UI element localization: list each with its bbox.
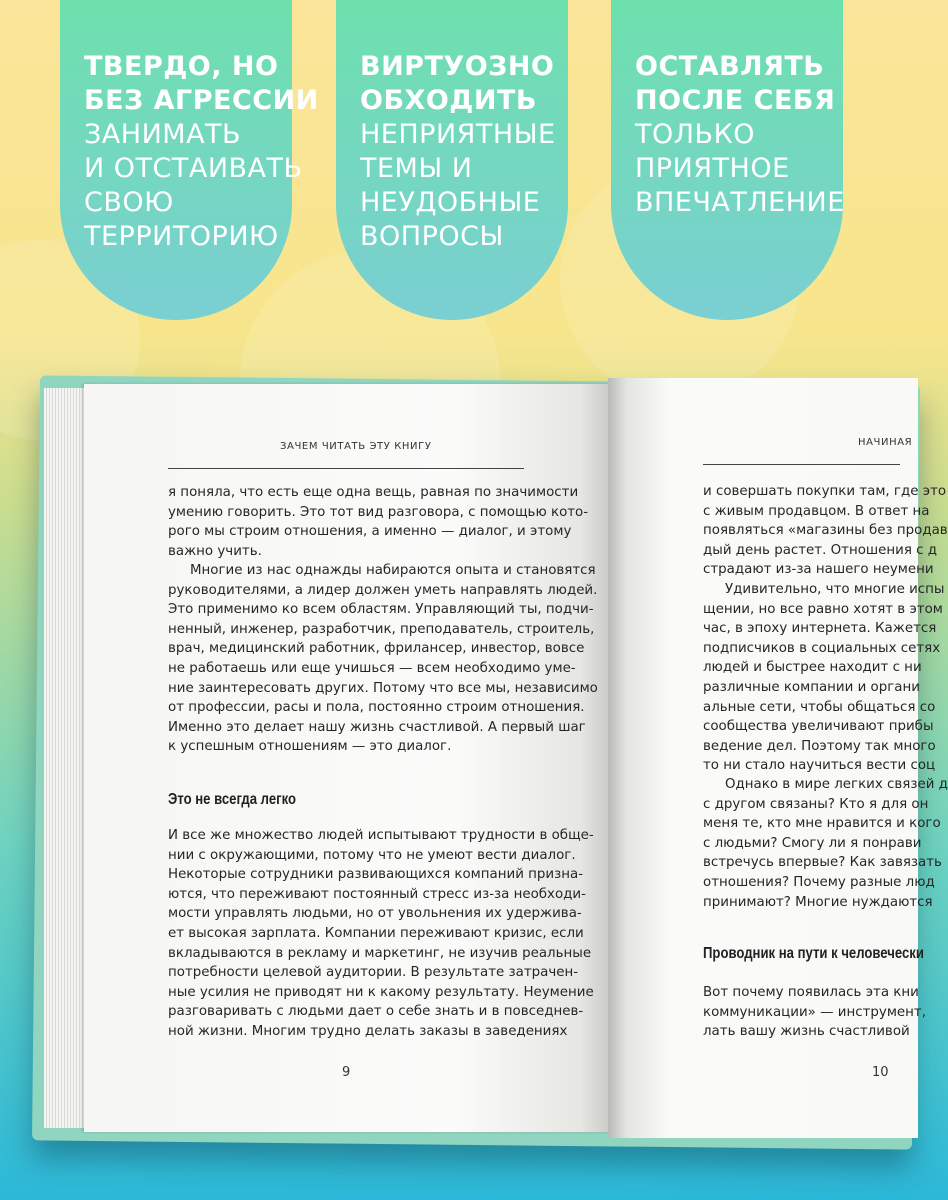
text-line: ные усилия не приводят ни к какому результату. Неумение (168, 984, 594, 1000)
left-paragraph-2 (168, 561, 598, 757)
text-line: Некоторые сотрудники развивающихся компаний призна- (168, 867, 584, 883)
text-line: и совершать покупки там, где это (703, 484, 947, 499)
right-paragraph-2 (703, 580, 945, 776)
text-line: Многие из нас однажды набираются опыта и становятся (190, 563, 596, 578)
text-line: с живым продавцом. В ответ на (703, 503, 930, 519)
text-line: умению говорить. Это тот вид разговора, с помощью кото- (168, 504, 589, 520)
right-running-head: НАЧИНАЯ (858, 437, 913, 448)
text-line: важно учить. (168, 543, 262, 559)
text-line: час, в эпоху интернета. Кажется (703, 621, 937, 637)
text-line: нии с окружающими, потому что не умеют вести диалог. (168, 847, 576, 863)
tag-bold-line: ОСТАВЛЯТЬ (635, 51, 825, 82)
text-line: Удивительно, что многие испы (725, 582, 945, 597)
text-line: вкладываются в рекламу и маркетинг, не изучив реальные (168, 945, 592, 961)
text-line: появляться «магазины без продав (703, 523, 948, 539)
text-line: отношения? Почему разные люд (703, 874, 935, 890)
text-line: мости управлять людьми, но от увольнения их удерживa- (168, 906, 582, 922)
text-line: встречусь впервые? Как завязать (703, 855, 942, 871)
text-line: Однако в мире легких связей д (725, 777, 948, 792)
left-section-heading: Это не всегда легко (168, 791, 297, 808)
tag-bold-line: ВИРТУОЗНО (360, 51, 555, 82)
feature-tag-2 (336, 0, 568, 320)
tag-bold-line: ТВЕРДО, НО (84, 51, 279, 82)
text-line: принимают? Многие нуждаются (703, 894, 933, 910)
text-line: различные компании и органи (703, 679, 920, 695)
right-section-heading: Проводник на пути к человечески (703, 945, 924, 962)
text-line: от профессии, расы и пола, постоянно строим отношения. (168, 700, 585, 716)
right-page-number: 10 (872, 1065, 889, 1080)
text-line: Вот почему появилась эта кни (703, 985, 919, 1000)
text-line: Именно это делает нашу жизнь счастливой. А первый шаг (168, 719, 586, 735)
feature-tag-3 (611, 0, 843, 320)
text-line: с людьми? Смогу ли я понрави (703, 835, 922, 851)
tag-light-line: И ОТСТАИВАТЬ (84, 153, 303, 184)
text-line: лать вашу жизнь счастливой (703, 1024, 910, 1040)
tag-light-line: ПРИЯТНОЕ (635, 153, 790, 184)
text-line: И все же множество людей испытывают трудности в обще- (168, 828, 594, 843)
text-line: с другом связаны? Кто я для он (703, 796, 929, 812)
tag-light-line: ТЕРРИТОРИЮ (84, 221, 279, 252)
text-line: щении, но все равно хотят в этом (703, 601, 943, 617)
right-header-rule (703, 464, 900, 465)
text-line: сообщества увеличивают прибы (703, 719, 934, 735)
left-running-head: ЗАЧЕМ ЧИТАТЬ ЭТУ КНИГУ (280, 441, 432, 452)
tag-light-line: НЕУДОБНЫЕ (360, 187, 541, 218)
text-line: я поняла, что есть еще одна вещь, равная по значимости (168, 485, 579, 500)
left-paragraph-1 (168, 483, 589, 561)
feature-tag-1 (60, 0, 319, 320)
left-page-number: 9 (342, 1065, 351, 1080)
text-line: коммуникации» — инструмент, (703, 1004, 926, 1020)
text-line: страдают из-за нашего неумени (703, 562, 934, 578)
tag-light-line: ВОПРОСЫ (360, 221, 504, 252)
text-line: ведение дел. Поэтому так много (703, 738, 936, 754)
text-line: ет высокая зарплата. Компании переживают кризис, если (168, 925, 584, 941)
text-line: подписчиков в социальных сетях (703, 640, 941, 656)
left-paragraph-3 (168, 826, 594, 1042)
tag-light-line: ЗАНИМАТЬ (84, 119, 242, 150)
tag-bold-line: БЕЗ АГРЕССИИ (84, 85, 319, 116)
tag-bold-line: ОБХОДИТЬ (360, 85, 537, 116)
tag-light-line: ВПЕЧАТЛЕНИЕ (635, 187, 845, 218)
text-line: людей и быстрее находит с ни (703, 660, 922, 676)
text-line: руководителями, а лидер должен уметь направлять людей. (168, 582, 598, 598)
tag-bold-line: ПОСЛЕ СЕБЯ (635, 85, 836, 116)
text-line: ненный, инженер, разработчик, преподаватель, строитель, (168, 621, 595, 637)
text-line: не работаешь или еще учишься — всем необходимо уме- (168, 660, 576, 676)
right-paragraph-3 (703, 775, 948, 912)
text-line: дый день растет. Отношения с д (703, 542, 938, 558)
text-line: ние заинтересовать других. Потому что все мы, независимо (168, 680, 598, 696)
text-line: врач, медицинский работник, фрилансер, инвестор, вовсе (168, 641, 585, 657)
text-line: меня те, кто мне нравится и кого (703, 816, 941, 832)
tag-light-line: СВОЮ (84, 187, 174, 218)
tag-light-line: ТЕМЫ И (360, 153, 473, 184)
text-line: к успешным отношениям — это диалог. (168, 739, 452, 755)
text-line: ются, что переживают постоянный стресс из-за необходи- (168, 886, 586, 902)
text-line: ной жизни. Многим трудно делать заказы в заведениях (168, 1023, 568, 1039)
right-paragraph-1 (703, 482, 948, 580)
left-header-rule (168, 468, 524, 469)
tag-light-line: ТОЛЬКО (635, 119, 755, 150)
text-line: рого мы строим отношения, а именно — диалог, и этому (168, 524, 572, 540)
tag-light-line: НЕПРИЯТНЫЕ (360, 119, 556, 150)
text-line: Это применимо ко всем областям. Управляющий ты, подчи- (168, 602, 594, 618)
text-line: то ни стало научиться вести соц (703, 758, 936, 774)
text-line: альные сети, чтобы общаться со (703, 699, 936, 715)
text-line: разговаривать с людьми дает о себе знать и в повседнев- (168, 1004, 584, 1020)
text-line: потребности целевой аудитории. В результате затрачен- (168, 965, 579, 981)
right-paragraph-4 (703, 983, 926, 1042)
